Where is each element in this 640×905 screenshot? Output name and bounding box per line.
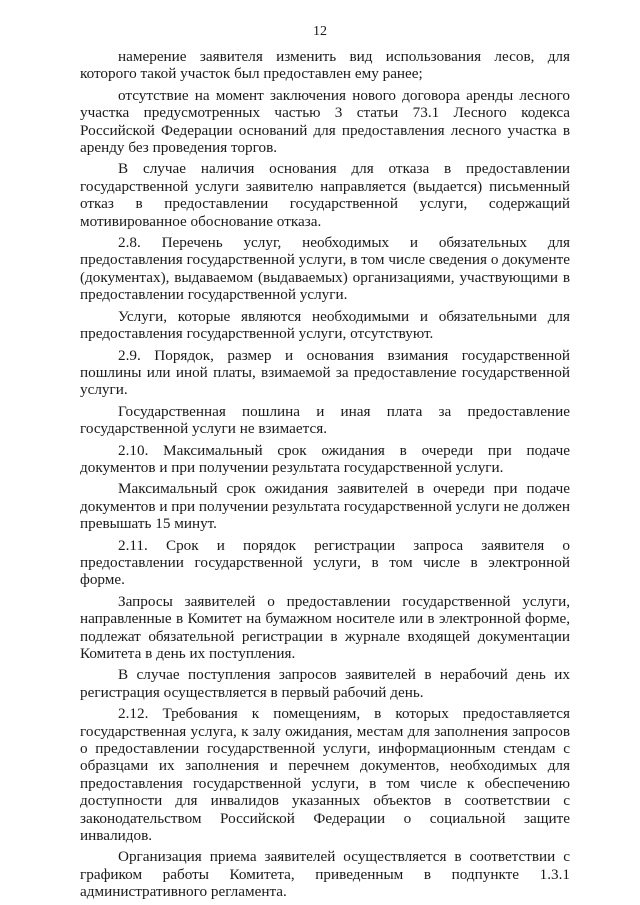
paragraph-8: 2.10. Максимальный срок ожидания в очереди при подаче документов и при получении результата государственной услуги. (80, 441, 570, 476)
paragraph-4: 2.8. Перечень услуг, необходимых и обязательных для предоставления государственной услуги, в том числе сведения о документе (документах), выдаваемом (выдаваемых) организациями, участвующими в предоставлении государственной услуги. (80, 234, 570, 304)
paragraph-10: 2.11. Срок и порядок регистрации запроса заявителя о предоставлении государственной услуги, в том числе в электронной форме. (80, 536, 570, 589)
paragraph-5: Услуги, которые являются необходимыми и обязательными для предоставления государственной услуги, отсутствуют. (80, 307, 570, 343)
paragraph-9: Максимальный срок ожидания заявителей в очереди при подаче документов и при получении результата государственной услуги не должен превышать 15 минут. (80, 480, 570, 533)
document-body (80, 48, 570, 905)
paragraph-6: 2.9. Порядок, размер и основания взимания государственной пошлины или иной платы, взимаемой за предоставление государственной услуги. (80, 346, 570, 399)
page-number: 12 (313, 24, 327, 39)
paragraph-3: В случае наличия основания для отказа в предоставлении государственной услуги заявителю направляется (выдается) письменный отказ в предоставлении государственной услуги, содержащий мотивированное обоснование отказа. (80, 160, 570, 230)
paragraph-7: Государственная пошлина и иная плата за предоставление государственной услуги не взимается. (80, 402, 570, 438)
paragraph-2: отсутствие на момент заключения нового договора аренды лесного участка предусмотренных частью 3 статьи 73.1 Лесного кодекса Российской Федерации оснований для предоставления лесного участка в аренду без проведения торгов. (80, 86, 570, 157)
paragraph-14: Организация приема заявителей осуществляется в соответствии с графиком работы Комитета, приведенным в подпункте 1.3.1 административного регламента. (80, 848, 570, 901)
paragraph-1: намерение заявителя изменить вид использования лесов, для которого такой участок был предоставлен ему ранее; (80, 48, 570, 83)
paragraph-13: 2.12. Требования к помещениям, в которых предоставляется государственная услуга, к залу ожидания, местам для заполнения запросов о предоставлении государственной услуги, информационным стендам с образцами их заполнения и перечнем документов, необходимых для предоставления государственной услуги, в том числе к обеспечению доступности для инвалидов указанных объектов в соответствии с законодательством Российской Федерации о социальной защите инвалидов. (80, 705, 570, 845)
paragraph-11: Запросы заявителей о предоставлении государственной услуги, направленные в Комитет на бумажном носителе или в электронной форме, подлежат обязательной регистрации в журнале входящей документации Комитета в день их поступления. (80, 592, 570, 662)
paragraph-12: В случае поступления запросов заявителей в нерабочий день их регистрация осуществляется в первый рабочий день. (80, 666, 570, 701)
